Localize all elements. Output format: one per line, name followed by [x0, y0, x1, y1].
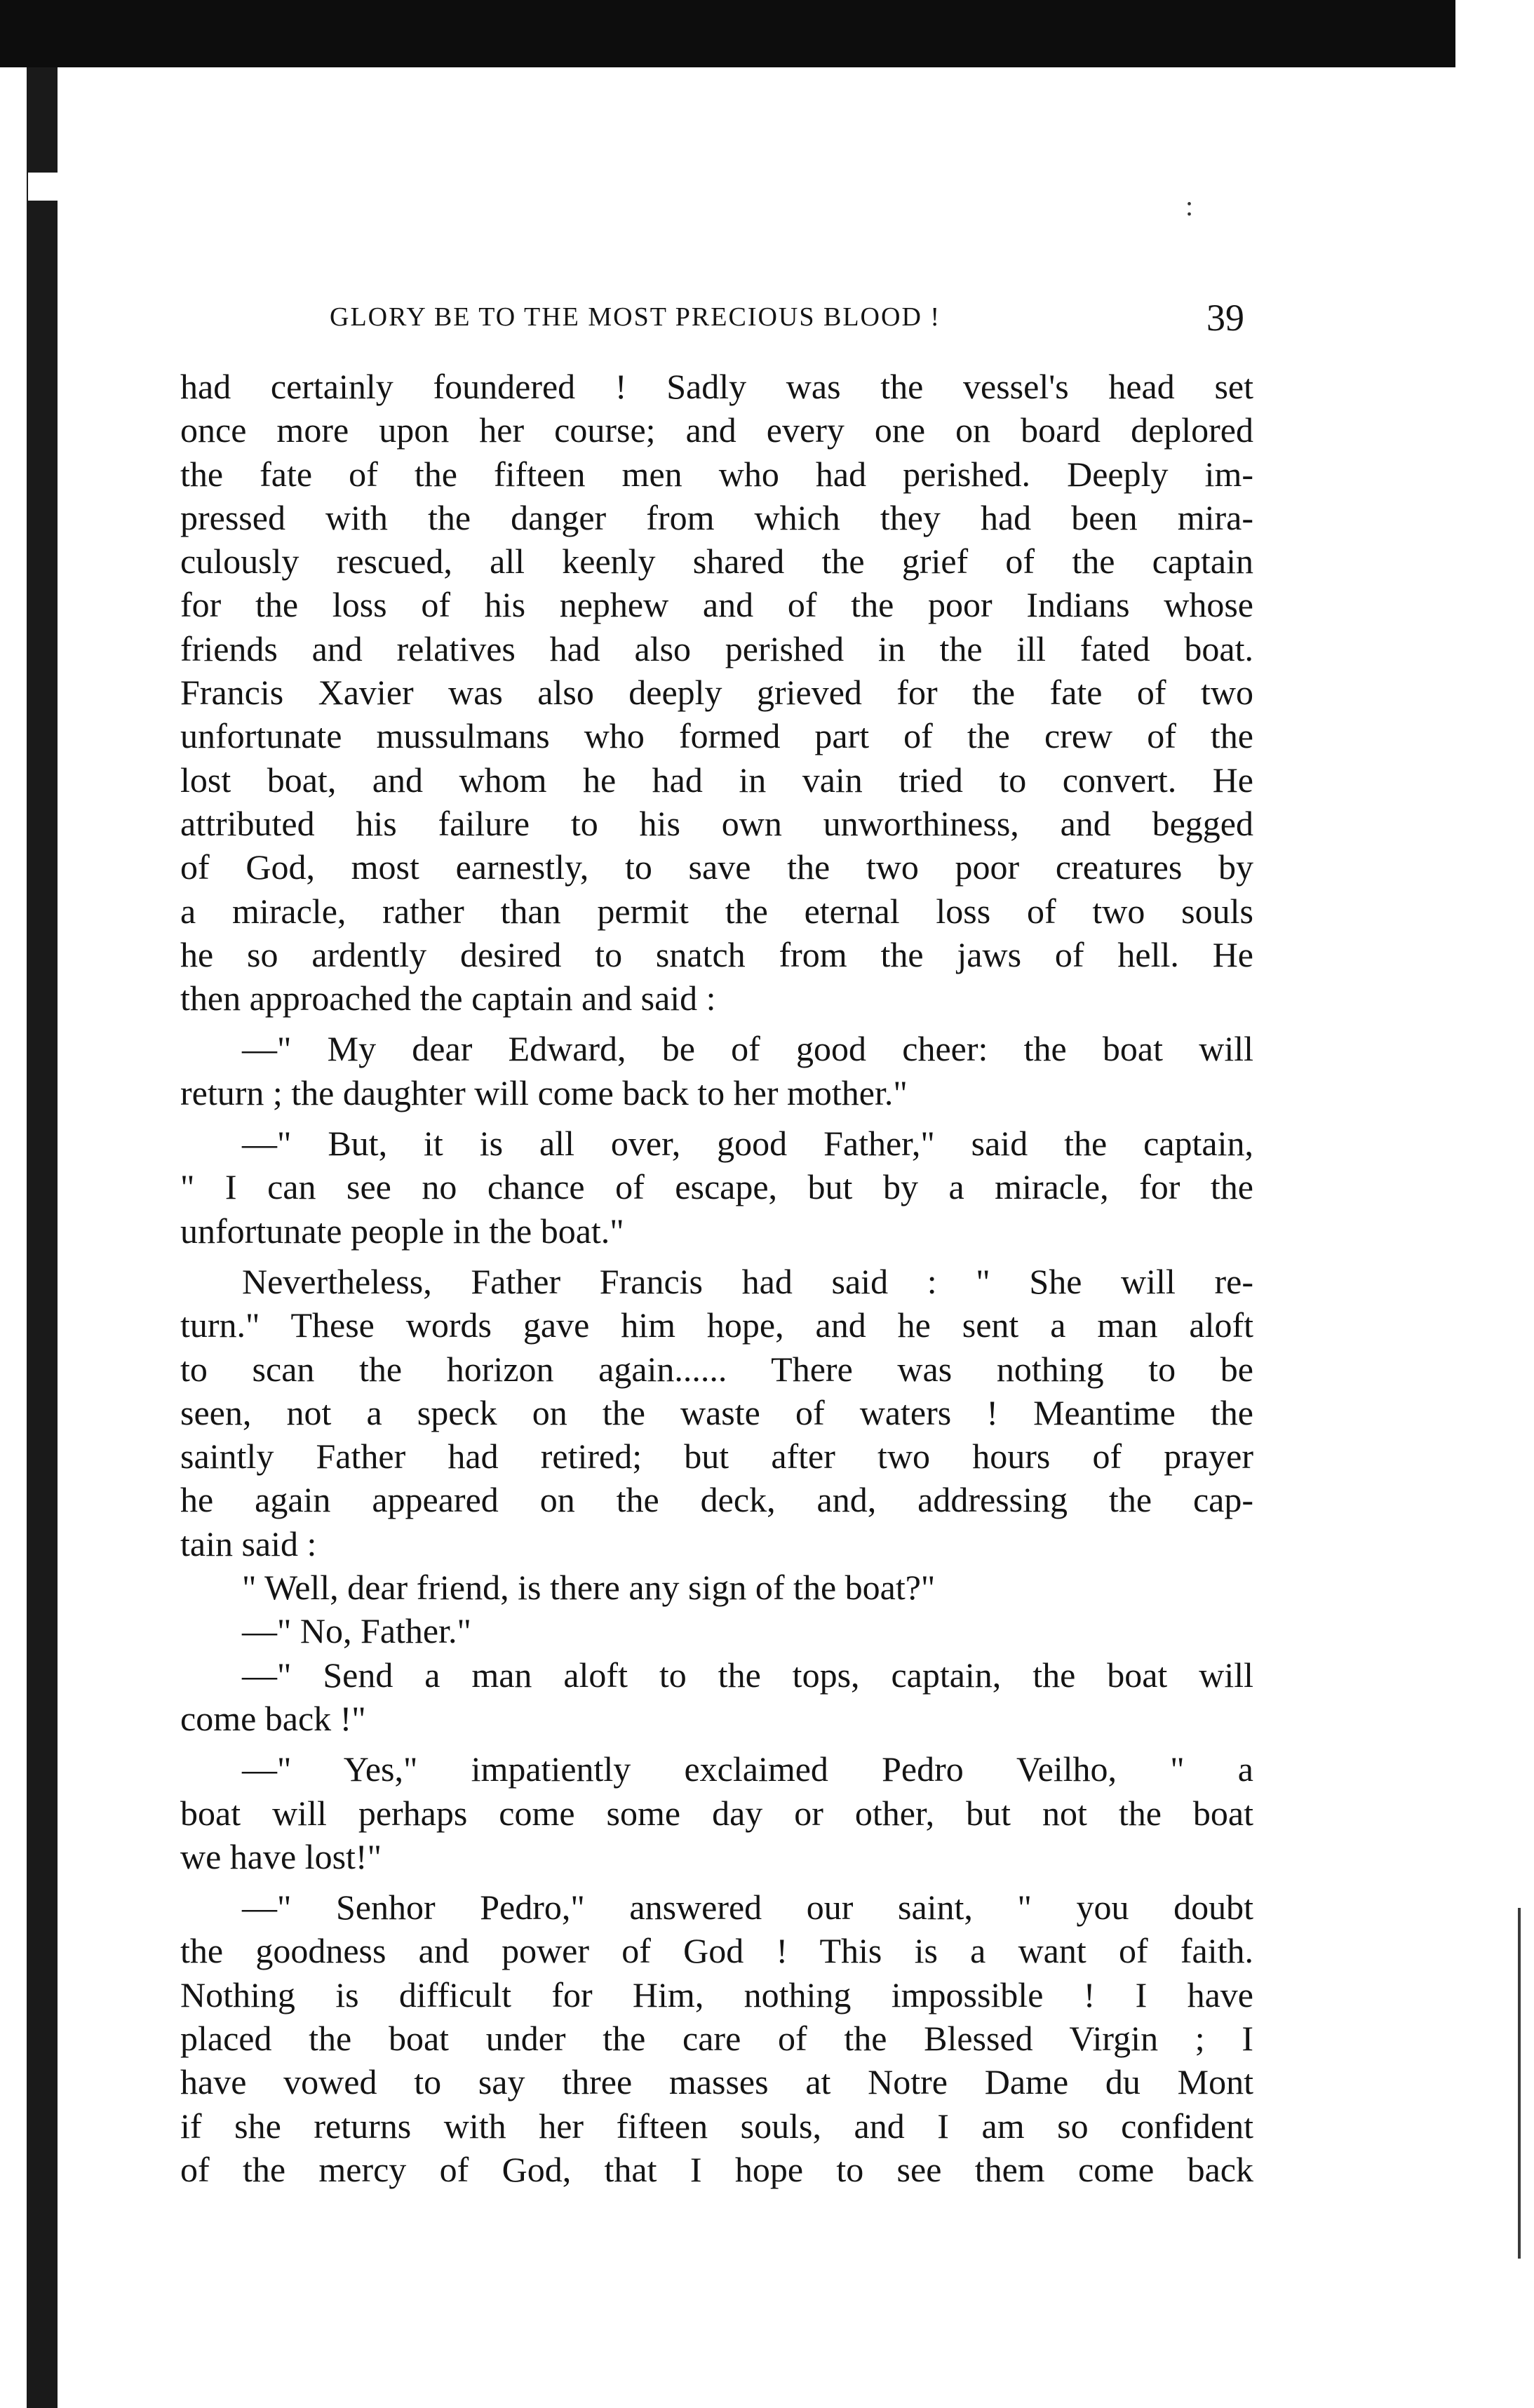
text-line: we have lost!" — [180, 1836, 382, 1876]
text-line: he so ardently desired to snatch from the jaws of hell. He — [180, 934, 1253, 974]
text-line: if she returns with her fifteen souls, and I am so confident — [180, 2106, 1253, 2146]
text-line: a miracle, rather than permit the eternal loss of two souls — [180, 891, 1253, 931]
text-line: unfortunate people in the boat." — [180, 1211, 624, 1251]
page-number: 39 — [1206, 297, 1244, 339]
text-line: lost boat, and whom he had in vain tried to convert. He — [180, 760, 1253, 800]
text-line: —" Send a man aloft to the tops, captain, the boat will — [242, 1655, 1253, 1695]
text-line: come back !" — [180, 1698, 366, 1738]
text-line: —" But, it is all over, good Father," said the captain, — [242, 1124, 1253, 1164]
text-line: seen, not a speck on the waste of waters ! Meantime the — [180, 1392, 1253, 1432]
text-line: he again appeared on the deck, and, addressing the cap- — [180, 1480, 1253, 1520]
text-line: to scan the horizon again...... There was nothing to be — [180, 1349, 1253, 1389]
text-line: friends and relatives had also perished in the ill fated boat. — [180, 628, 1253, 668]
text-line: turn." These words gave him hope, and he sent a man aloft — [180, 1305, 1253, 1345]
text-line: the goodness and power of God ! This is a want of faith. — [180, 1931, 1253, 1971]
text-line: Nevertheless, Father Francis had said : " She will re- — [242, 1261, 1253, 1301]
text-line: tain said : — [180, 1524, 317, 1563]
book-gutter-shadow — [21, 67, 63, 2408]
text-line: the fate of the fifteen men who had perished. Deeply im- — [180, 454, 1253, 494]
scan-right-edge-mark — [1518, 1908, 1521, 2259]
text-line: unfortunate mussulmans who formed part of the crew of the — [180, 716, 1253, 756]
text-line: culously rescued, all keenly shared the grief of the captain — [180, 542, 1253, 581]
text-line: boat will perhaps come some day or other, but not the boat — [180, 1793, 1253, 1833]
text-line: for the loss of his nephew and of the poor Indians whose — [180, 585, 1253, 625]
text-line: had certainly foundered ! Sadly was the vessel's head set — [180, 367, 1253, 406]
text-line: then approached the captain and said : — [180, 978, 716, 1018]
text-line: attributed his failure to his own unworthiness, and begged — [180, 803, 1253, 843]
text-line: saintly Father had retired; but after two hours of prayer — [180, 1437, 1253, 1477]
corner-mark: : — [1185, 190, 1194, 222]
text-line: —" Yes," impatiently exclaimed Pedro Veilho, " a — [242, 1749, 1253, 1789]
text-line: Nothing is difficult for Him, nothing impossible ! I have — [180, 1975, 1253, 2014]
text-line: —" No, Father." — [242, 1611, 471, 1651]
text-line: " I can see no chance of escape, but by a miracle, for the — [180, 1167, 1253, 1207]
text-line: once more upon her course; and every one on board deplored — [180, 410, 1253, 450]
text-line: " Well, dear friend, is there any sign of the boat?" — [242, 1568, 936, 1608]
text-line: Francis Xavier was also deeply grieved for the fate of two — [180, 673, 1253, 713]
text-line: of the mercy of God, that I hope to see them come back — [180, 2149, 1253, 2189]
text-line: —" Senhor Pedro," answered our saint, " you doubt — [242, 1888, 1253, 1928]
running-title: GLORY BE TO THE MOST PRECIOUS BLOOD ! — [330, 302, 941, 332]
body-text — [180, 365, 1253, 2191]
text-line: of God, most earnestly, to save the two poor creatures by — [180, 847, 1253, 887]
text-line: have vowed to say three masses at Notre Dame du Mont — [180, 2062, 1253, 2102]
text-line: return ; the daughter will come back to her mother." — [180, 1072, 908, 1112]
text-line: pressed with the danger from which they had been mira- — [180, 497, 1253, 537]
scan-top-border — [0, 0, 1455, 67]
text-line: placed the boat under the care of the Blessed Virgin ; I — [180, 2018, 1253, 2058]
text-line: —" My dear Edward, be of good cheer: the boat will — [242, 1029, 1253, 1069]
gutter-notch — [28, 173, 63, 201]
running-head — [330, 297, 1256, 344]
